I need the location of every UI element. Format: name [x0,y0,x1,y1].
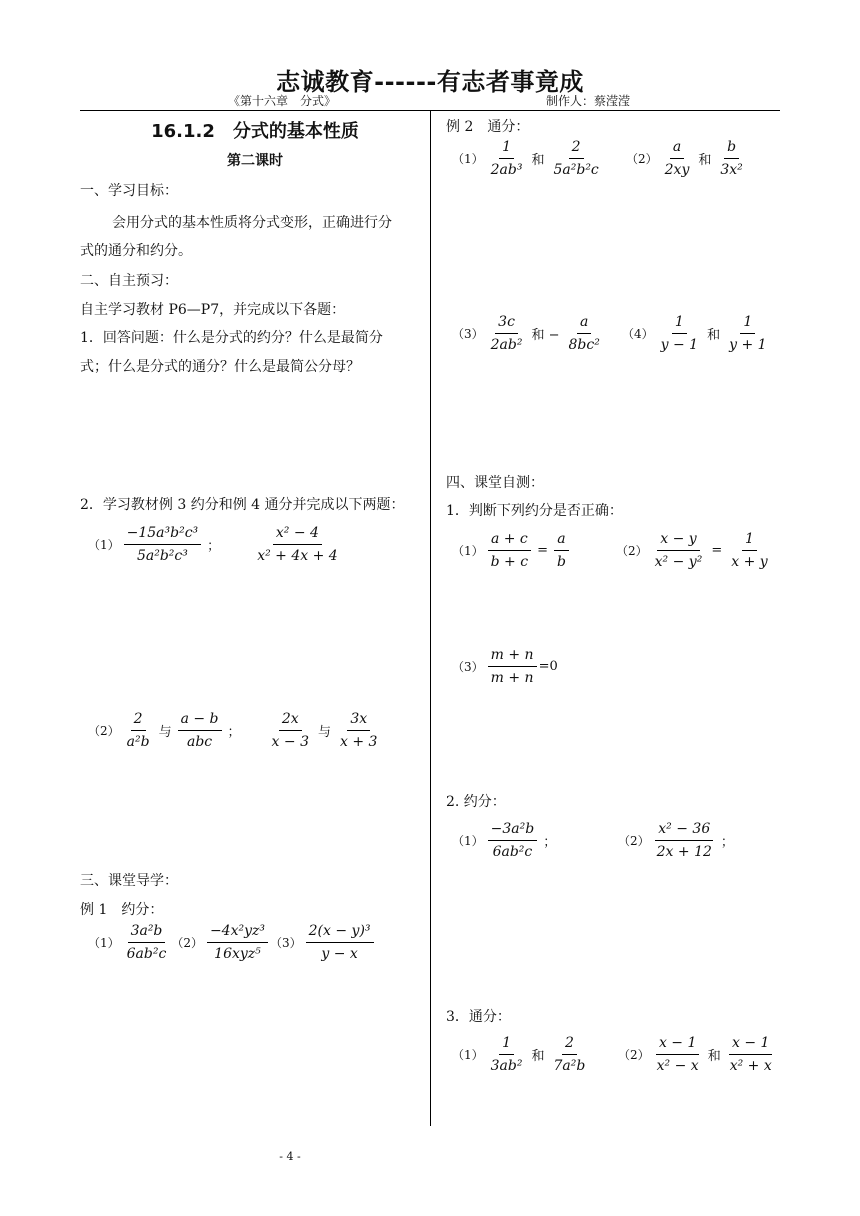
fraction: $\frac{a}{\text{8bc²}}$ [568,314,600,353]
fraction: $\frac{2x}{x - 3}$ [271,711,309,750]
question-2: 2．学习教材例 3 约分和例 4 通分并完成以下两题： [80,497,405,513]
page-title: 志诚教育------有志者事竟成 [276,68,584,96]
test-3-title: 3．通分： [446,1009,511,1025]
example-1-title: 例 1 约分： [80,902,164,918]
fraction: $\frac{\text{3a²b}}{\text{6ab²c}}$ [126,923,167,962]
item-label: （1） [452,152,484,166]
fraction: $\frac{1}{x + y}$ [731,531,768,570]
question-1-line-1: 1．回答问题：什么是分式的约分？什么是最简分 [80,330,383,346]
test-2-item-1 [452,820,560,861]
separator: ； [720,835,734,850]
lesson-label: 第二课时 [227,153,283,169]
question-1-line-2: 式；什么是分式的通分？什么是最简公分母？ [80,359,360,375]
test-1-item-3 [452,646,562,687]
fraction: $\frac{1}{\text{2ab³}}$ [490,139,523,178]
fraction: $\frac{b}{\text{3x²}}$ [720,139,743,178]
item-label: （2） [171,936,203,950]
question-2a [88,524,343,565]
example-2-item-1 [452,138,604,179]
author-label: 制作人：蔡滢滢 [546,94,631,108]
fraction: $\frac{a - b}{\text{abc}}$ [178,710,222,751]
fraction: $\frac{1}{y - 1}$ [660,314,699,353]
item-label: （2） [618,834,650,848]
fraction: $\frac{\text{x² − 36}}{2x + 12}$ [656,821,712,860]
equals-sign: = [537,543,548,558]
goal-heading: 一、学习目标： [80,183,178,199]
item-label: （3） [452,327,484,341]
test-2-item-2 [618,820,738,861]
goal-line-2: 式的通分和约分。 [80,243,192,259]
fraction: $\frac{m + n}{m + n}$ [488,646,537,687]
fraction: $\frac{\text{x² − 4}}{\text{x² + 4x + 4}}$ [257,525,338,564]
preview-intro: 自主学习教材 P6—P7，并完成以下各题： [80,302,346,318]
item-label: （1） [452,544,484,558]
conjunction: 与 [317,725,331,740]
fraction: $\frac{1}{\text{3ab²}}$ [490,1035,523,1074]
conjunction: 和 [698,153,712,168]
separator: ； [227,725,241,740]
fraction: $\frac{a}{b}$ [554,530,569,571]
page-number: - 4 - [279,1150,301,1163]
example-2-item-4 [622,313,772,354]
column-divider [430,111,431,1126]
example-2-item-3 [452,313,605,354]
fraction: $\frac{a}{2xy}$ [664,139,690,178]
item-label: （4） [622,327,654,341]
fraction: $\frac{x - y}{\text{x² − y²}}$ [654,531,703,570]
example-1 [88,922,376,963]
item-label: （2） [88,724,120,738]
fraction: $\frac{\text{−3a²b}}{\text{6ab²c}}$ [488,820,538,861]
example-2-item-2 [626,138,748,179]
item-label: （1） [88,538,120,552]
fraction: $\frac{\text{−15a³b²c³}}{\text{5a²b²c³}}$ [124,524,202,565]
fraction: $\frac{2}{\text{7a²b}}$ [553,1035,586,1074]
question-2b [88,710,382,751]
item-label: （2） [618,1048,650,1062]
item-label: （1） [452,1048,484,1062]
chapter-label: 《第十六章 分式》 [228,94,337,108]
test-1-item-1 [452,530,571,571]
item-label: （1） [452,834,484,848]
equals-sign: = [711,543,723,558]
separator: ； [207,539,221,554]
fraction: $\frac{1}{y + 1}$ [729,314,767,353]
test-3-item-2 [618,1034,777,1075]
item-label: （3） [452,660,484,674]
fraction: $\frac{x - 1}{\text{x² − x}}$ [656,1035,699,1074]
conjunction: 和 [707,1049,721,1064]
example-2-title: 例 2 通分： [446,119,530,135]
separator: ； [543,835,557,850]
goal-line-1: 会用分式的基本性质将分式变形，正确进行分 [112,215,392,231]
fraction: $\frac{\text{2(x − y)³}}{y - x}$ [306,922,374,963]
conjunction: 和 − [531,328,560,343]
item-label: （2） [626,152,658,166]
guide-heading: 三、课堂导学： [80,873,178,889]
item-label: （1） [88,936,120,950]
conjunction: 和 [531,1049,545,1064]
test-1-title: 1．判断下列约分是否正确： [446,503,623,519]
test-3-item-1 [452,1034,590,1075]
fraction: $\frac{2}{\text{a²b}}$ [126,711,150,750]
test-1-item-2 [616,530,773,571]
test-2-title: 2. 约分： [446,794,506,810]
fraction: $\frac{3x}{x + 3}$ [340,711,378,750]
fraction: $\frac{2}{\text{5a²b²c}}$ [553,139,599,178]
conjunction: 和 [707,328,721,343]
test-heading: 四、课堂自测： [446,475,544,491]
equals-zero: =0 [538,659,558,674]
fraction: $\frac{3c}{\text{2ab²}}$ [490,314,523,353]
item-label: （3） [270,936,302,950]
fraction: $\frac{a + c}{b + c}$ [488,530,531,571]
item-label: （2） [616,544,648,558]
conjunction: 和 [531,153,545,168]
conjunction: 与 [158,725,172,740]
section-title: 16.1.2 分式的基本性质 [151,121,359,142]
fraction: $\frac{\text{−4x²yz³}}{\text{16xyz⁵}}$ [207,922,268,963]
fraction: $\frac{x - 1}{\text{x² + x}}$ [729,1035,772,1074]
preview-heading: 二、自主预习： [80,273,178,289]
